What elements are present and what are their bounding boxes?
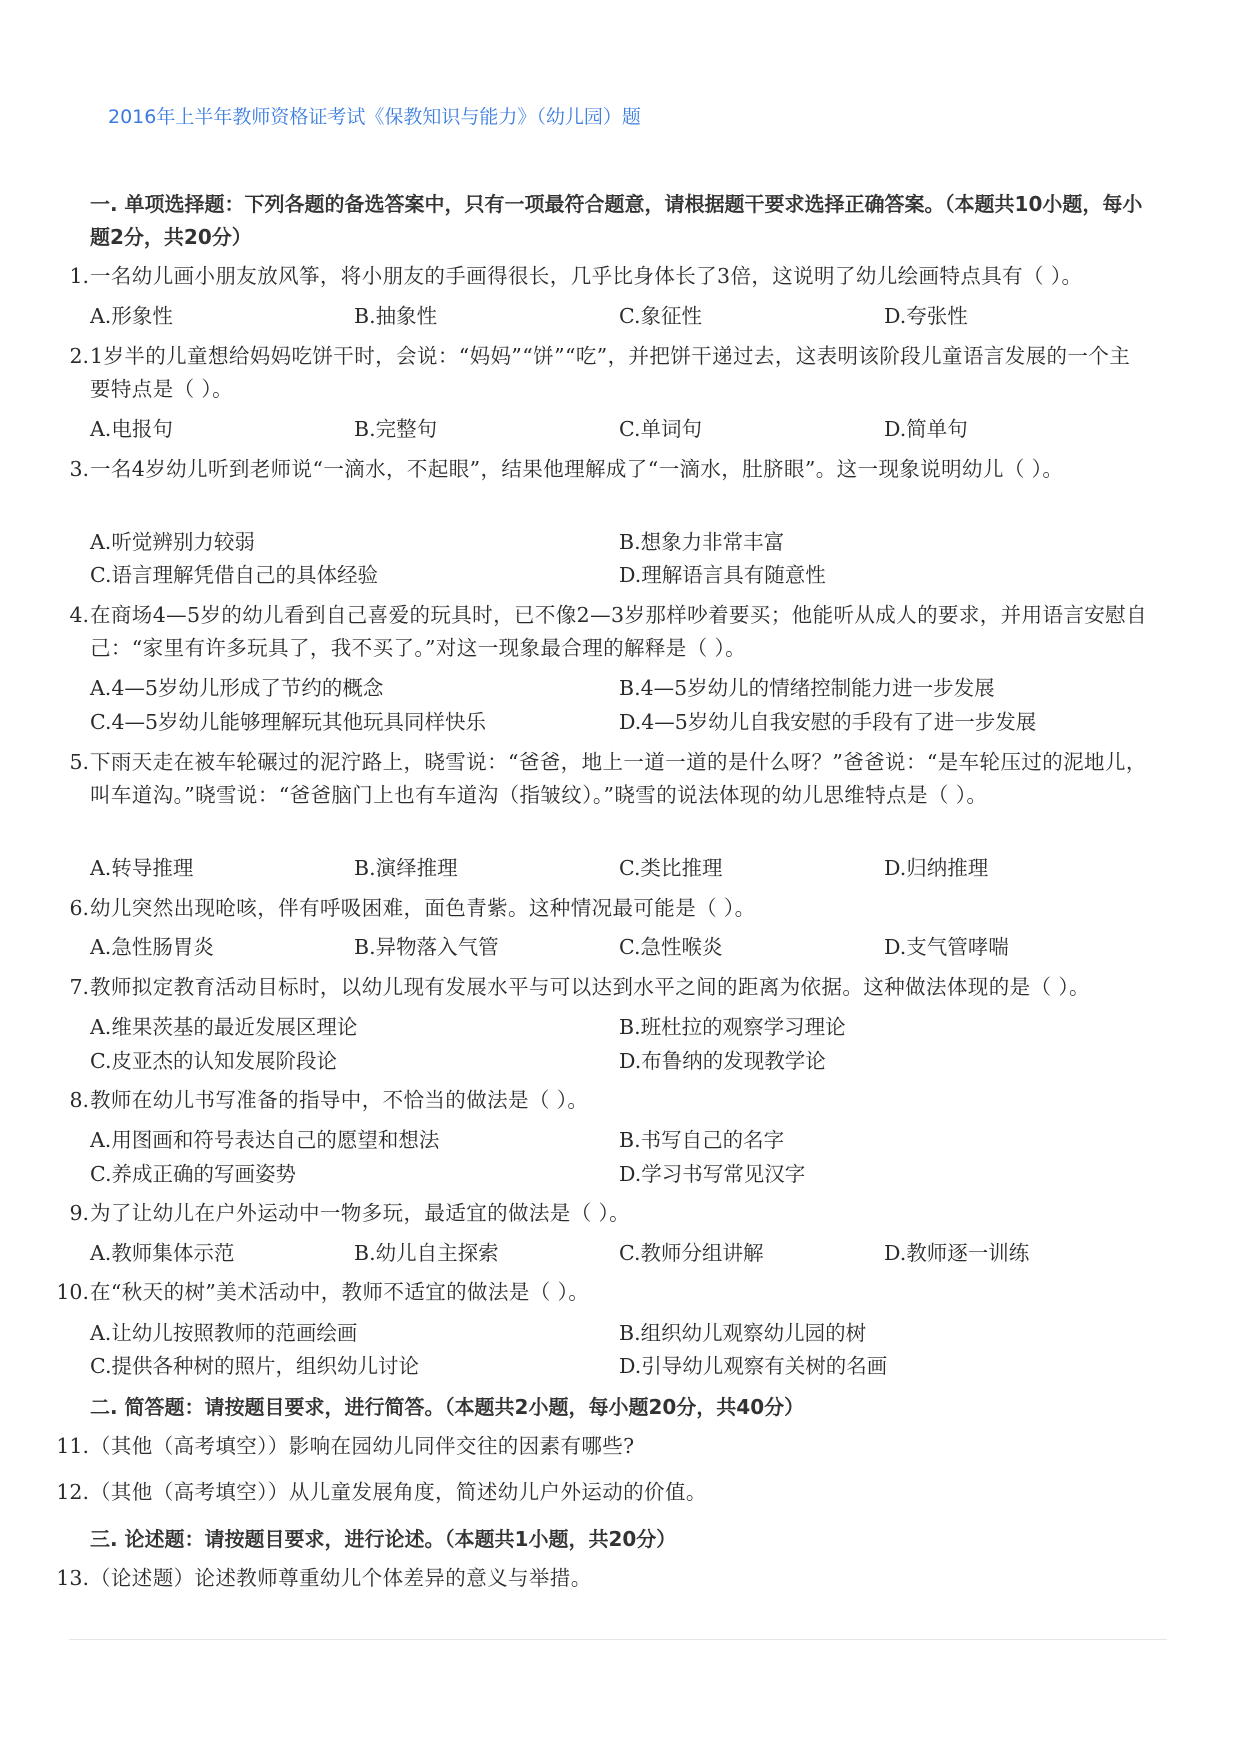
question-number: 13.: [56, 1566, 89, 1590]
question-text: 教师在幼儿书写准备的指导中，不恰当的做法是（ ）。: [90, 1088, 589, 1112]
question-text: （论述题）论述教师尊重幼儿个体差异的意义与举措。: [90, 1566, 592, 1590]
option-a: A.听觉辨别力较弱: [90, 530, 255, 554]
option-a: A.急性肠胃炎: [90, 935, 214, 959]
option-d: D.理解语言具有随意性: [619, 563, 826, 587]
option-b: B.书写自己的名字: [619, 1128, 785, 1152]
option-c: C.语言理解凭借自己的具体经验: [90, 563, 378, 587]
footer-divider: [69, 1639, 1167, 1640]
question-text: 1岁半的儿童想给妈妈吃饼干时，会说：“妈妈”“饼”“吃”，并把饼干递过去，这表明该阶段儿童语言发展的一个主要特点是（ ）。: [90, 344, 1131, 401]
question-text: （其他（高考填空））影响在园幼儿同伴交往的因素有哪些?: [90, 1434, 635, 1458]
option-c: C.急性喉炎: [619, 935, 723, 959]
question-number: 11.: [56, 1434, 89, 1458]
question-text: 在商场4—5岁的幼儿看到自己喜爱的玩具时，已不像2—3岁那样吵着要买；他能听从成人的要求，并用语言安慰自己：“家里有许多玩具了，我不买了。”对这一现象最合理的解释是（ ）。: [90, 603, 1147, 660]
option-c: C.类比推理: [619, 856, 723, 880]
option-b: B.演绎推理: [354, 856, 458, 880]
question-number: 12.: [56, 1480, 89, 1504]
question-text: 为了让幼儿在户外运动中一物多玩，最适宜的做法是（ ）。: [90, 1201, 631, 1225]
question-number: 8.: [69, 1088, 89, 1112]
question-number: 4.: [69, 603, 89, 627]
option-d: D.布鲁纳的发现教学论: [619, 1049, 826, 1073]
option-b: B.幼儿自主探索: [354, 1241, 499, 1265]
option-b: B.想象力非常丰富: [619, 530, 785, 554]
option-d: D.引导幼儿观察有关树的名画: [619, 1354, 888, 1378]
question-number: 10.: [56, 1280, 89, 1304]
option-a: A.教师集体示范: [90, 1241, 235, 1265]
question-number: 6.: [69, 896, 89, 920]
option-a: A.维果茨基的最近发展区理论: [90, 1015, 358, 1039]
option-d: D.归纳推理: [884, 856, 989, 880]
option-a: A.转导推理: [90, 856, 194, 880]
option-c: C.象征性: [619, 304, 702, 328]
option-c: C.4—5岁幼儿能够理解玩其他玩具同样快乐: [90, 710, 487, 734]
option-a: A.电报句: [90, 417, 173, 441]
option-d: D.学习书写常见汉字: [619, 1162, 806, 1186]
question-text: 一名幼儿画小朋友放风筝，将小朋友的手画得很长，几乎比身体长了3倍，这说明了幼儿绘画特点具有（ ）。: [90, 264, 1083, 288]
option-b: B.异物落入气管: [354, 935, 499, 959]
option-d: D.夸张性: [884, 304, 968, 328]
question-number: 7.: [69, 975, 89, 999]
question-text: 在“秋天的树”美术活动中，教师不适宜的做法是（ ）。: [90, 1280, 590, 1304]
option-d: D.教师逐一训练: [884, 1241, 1030, 1265]
option-b: B.完整句: [354, 417, 438, 441]
option-a: A.用图画和符号表达自己的愿望和想法: [90, 1128, 440, 1152]
question-text: 一名4岁幼儿听到老师说“一滴水，不起眼”，结果他理解成了“一滴水，肚脐眼”。这一现象说明幼儿（ ）。: [90, 457, 1064, 481]
option-b: B.组织幼儿观察幼儿园的树: [619, 1321, 867, 1345]
option-c: C.单词句: [619, 417, 702, 441]
option-d: D.简单句: [884, 417, 968, 441]
option-d: D.4—5岁幼儿自我安慰的手段有了进一步发展: [619, 710, 1037, 734]
option-b: B.4—5岁幼儿的情绪控制能力进一步发展: [619, 676, 995, 700]
question-number: 9.: [69, 1201, 89, 1225]
option-a: A.形象性: [90, 304, 173, 328]
option-c: C.教师分组讲解: [619, 1241, 764, 1265]
question-text: 幼儿突然出现呛咳，伴有呼吸困难，面色青紫。这种情况最可能是（ ）。: [90, 896, 756, 920]
option-c: C.皮亚杰的认知发展阶段论: [90, 1049, 337, 1073]
question-text: （其他（高考填空））从儿童发展角度，简述幼儿户外运动的价值。: [90, 1480, 707, 1504]
option-a: A.让幼儿按照教师的范画绘画: [90, 1321, 358, 1345]
question-text: 下雨天走在被车轮碾过的泥泞路上，晓雪说：“爸爸，地上一道一道的是什么呀？”爸爸说：“是车轮压过的泥地儿，叫车道沟。”晓雪说：“爸爸脑门上也有车道沟（指皱纹）。”晓雪的说法体现的幼儿思维特点是（ ）。: [90, 750, 1147, 807]
question-number: 5.: [69, 750, 89, 774]
section-heading-single-choice: 一. 单项选择题：下列各题的备选答案中，只有一项最符合题意，请根据题干要求选择正确答案。（本题共10小题，每小题2分，共20分）: [90, 192, 1143, 249]
section-heading-short-answer: 二. 简答题：请按题目要求，进行简答。（本题共2小题，每小题20分，共40分）: [90, 1395, 805, 1419]
option-a: A.4—5岁幼儿形成了节约的概念: [90, 676, 384, 700]
section-heading-essay: 三. 论述题：请按题目要求，进行论述。（本题共1小题，共20分）: [90, 1527, 677, 1551]
question-number: 3.: [69, 457, 89, 481]
option-b: B.班杜拉的观察学习理论: [619, 1015, 846, 1039]
option-b: B.抽象性: [354, 304, 438, 328]
option-d: D.支气管哮喘: [884, 935, 1009, 959]
question-text: 教师拟定教育活动目标时，以幼儿现有发展水平与可以达到水平之间的距离为依据。这种做法体现的是（ ）。: [90, 975, 1090, 999]
question-number: 1.: [69, 264, 89, 288]
option-c: C.提供各种树的照片，组织幼儿讨论: [90, 1354, 419, 1378]
option-c: C.养成正确的写画姿势: [90, 1162, 296, 1186]
document-title: 2016年上半年教师资格证考试《保教知识与能力》（幼儿园）题: [108, 106, 641, 128]
question-number: 2.: [69, 344, 89, 368]
